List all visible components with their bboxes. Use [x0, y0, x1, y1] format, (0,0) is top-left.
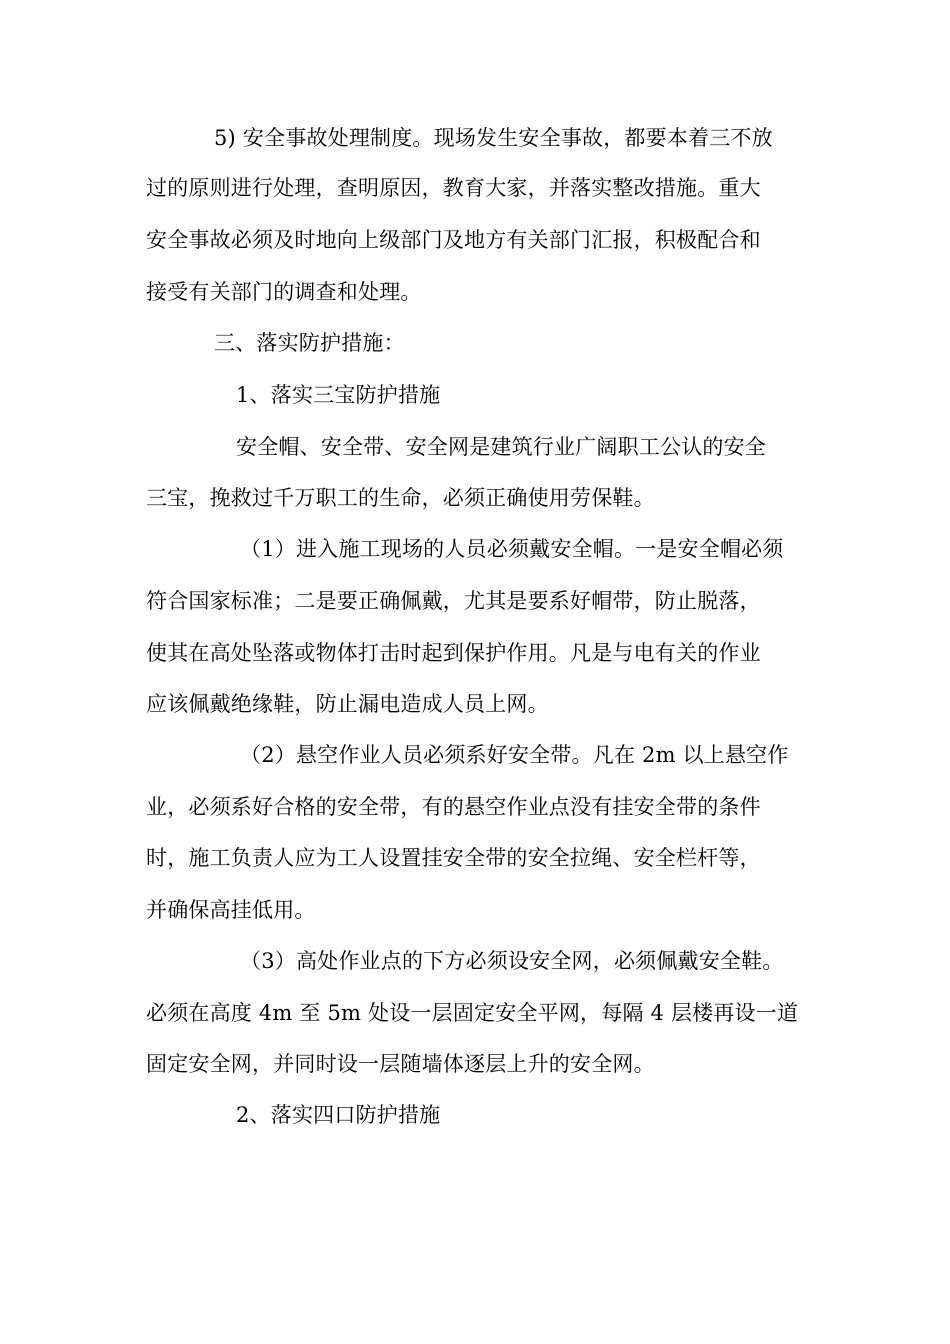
paragraph-line: （2）悬空作业人员必须系好安全带。凡在 2m 以上悬空作 [240, 743, 789, 767]
paragraph-line: 接受有关部门的调查和处理。 [146, 280, 422, 304]
paragraph-line: 业，必须系好合格的安全带，有的悬空作业点没有挂安全带的条件 [146, 795, 761, 819]
paragraph-line: （1）进入施工现场的人员必须戴安全帽。一是安全帽必须 [240, 537, 784, 561]
section-heading: 三、落实防护措施： [214, 331, 405, 355]
paragraph-line: 并确保高挂低用。 [146, 898, 316, 922]
paragraph-line: 安全帽、安全带、安全网是建筑行业广阔职工公认的安全 [236, 435, 766, 459]
paragraph-line: （3）高处作业点的下方必须设安全网，必须佩戴安全鞋。 [240, 949, 784, 973]
subsection-heading: 1、落实三宝防护措施 [236, 383, 441, 407]
paragraph-line: 安全事故必须及时地向上级部门及地方有关部门汇报，积极配合和 [146, 228, 761, 252]
subsection-heading: 2、落实四口防护措施 [236, 1103, 441, 1127]
paragraph-line: 5) 安全事故处理制度。现场发生安全事故，都要本着三不放 [214, 126, 773, 150]
paragraph-line: 三宝，挽救过千万职工的生命，必须正确使用劳保鞋。 [146, 486, 655, 510]
paragraph-line: 固定安全网，并同时设一层随墙体逐层上升的安全网。 [146, 1052, 655, 1076]
paragraph-line: 过的原则进行处理，查明原因，教育大家，并落实整改措施。重大 [146, 176, 761, 200]
paragraph-line: 应该佩戴绝缘鞋，防止漏电造成人员上网。 [146, 692, 549, 716]
paragraph-line: 使其在高处坠落或物体打击时起到保护作用。凡是与电有关的作业 [146, 641, 761, 665]
paragraph-line: 时，施工负责人应为工人设置挂安全带的安全拉绳、安全栏杆等， [146, 846, 761, 870]
paragraph-line: 必须在高度 4m 至 5m 处设一层固定安全平网，每隔 4 层楼再设一道 [146, 1001, 799, 1025]
paragraph-line: 符合国家标准；二是要正确佩戴，尤其是要系好帽带，防止脱落， [146, 589, 761, 613]
